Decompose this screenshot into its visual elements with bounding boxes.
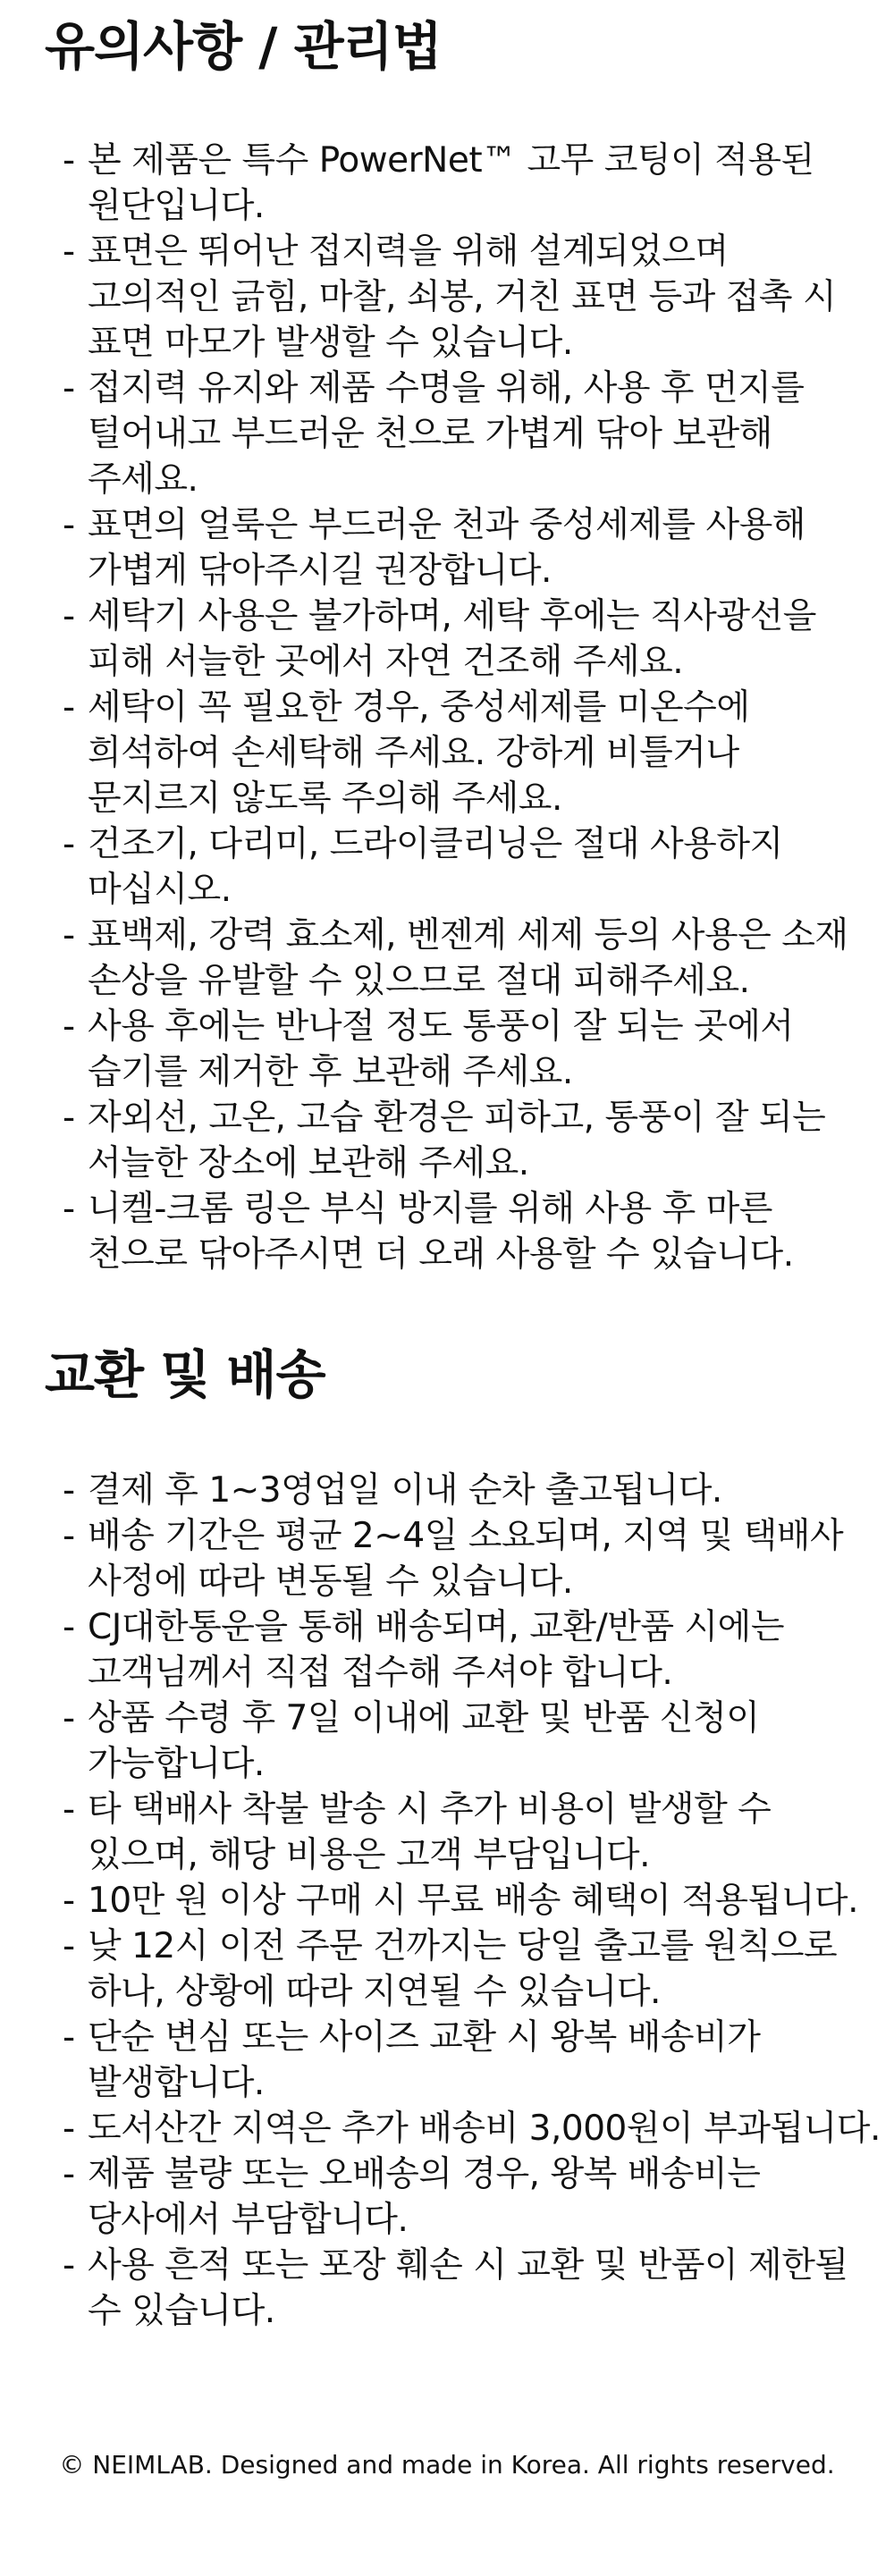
list-item	[45, 1095, 876, 1186]
list-item-text: 사용 후에는 반나절 정도 통풍이 잘 되는 곳에서	[88, 1006, 794, 1047]
list-item-text: 표백제, 강력 효소제, 벤젠계 세제 등의 사용은 소재	[88, 915, 848, 955]
copyright-footer: © NEIMLAB. Designed and made in Korea. All rights reserved.	[59, 2450, 835, 2479]
bullet-dash: -	[63, 1698, 75, 1738]
bullet-dash: -	[63, 1516, 75, 1556]
list-item	[45, 1513, 876, 1604]
bullet-dash: -	[63, 1189, 75, 1229]
list-item-text: 제품 불량 또는 오배송의 경우, 왕복 배송비는	[88, 2154, 761, 2194]
list-item	[45, 1878, 876, 1924]
list-item	[45, 2243, 876, 2334]
list-item-text: 당사에서 부담합니다.	[88, 2200, 409, 2240]
bullet-dash: -	[63, 824, 75, 864]
list-item-text: 손상을 유발할 수 있으므로 절대 피해주세요.	[88, 961, 750, 1001]
list-item-text: 희석하여 손세탁해 주세요. 강하게 비틀거나	[88, 733, 739, 773]
list-item	[45, 502, 876, 593]
list-item	[45, 593, 876, 685]
list-item-text: 원단입니다.	[88, 186, 265, 226]
list-item	[45, 2106, 881, 2151]
bullet-dash: -	[63, 2245, 75, 2286]
list-item-text: 자외선, 고온, 고습 환경은 피하고, 통풍이 잘 되는	[88, 1098, 826, 1138]
list-item	[45, 138, 876, 229]
list-item-text: 있으며, 해당 비용은 고객 부담입니다.	[88, 1835, 650, 1875]
list-item-text: 천으로 닦아주시면 더 오래 사용할 수 있습니다.	[88, 1234, 794, 1275]
care-list	[45, 138, 876, 1277]
list-item	[45, 1787, 876, 1878]
bullet-dash: -	[63, 232, 75, 272]
bullet-dash: -	[63, 1789, 75, 1830]
list-item-text: 접지력 유지와 제품 수명을 위해, 사용 후 먼지를	[88, 368, 805, 408]
list-item	[45, 1004, 876, 1095]
list-item	[45, 685, 876, 821]
bullet-dash: -	[63, 2017, 75, 2058]
bullet-dash: -	[63, 140, 75, 181]
list-item-text: 낮 12시 이전 주문 건까지는 당일 출고를 원칙으로	[88, 1926, 838, 1966]
list-item-text: 본 제품은 특수 PowerNet™ 고무 코팅이 적용된	[88, 140, 814, 181]
list-item-text: CJ대한통운을 통해 배송되며, 교환/반품 시에는	[88, 1607, 784, 1647]
list-item-text: 수 있습니다.	[88, 2291, 275, 2331]
list-item-text: 하나, 상황에 따라 지연될 수 있습니다.	[88, 1972, 661, 2012]
list-item-text: 타 택배사 착불 발송 시 추가 비용이 발생할 수	[88, 1789, 772, 1830]
list-item-text: 가능합니다.	[88, 1744, 265, 1784]
list-item-text: 털어내고 부드러운 천으로 가볍게 닦아 보관해	[88, 414, 772, 454]
list-item-text: 세탁기 사용은 불가하며, 세탁 후에는 직사광선을	[88, 596, 816, 636]
shipping-list	[45, 1468, 881, 2334]
list-item-text: 마십시오.	[88, 870, 232, 910]
bullet-dash: -	[63, 1006, 75, 1047]
list-item-text: 단순 변심 또는 사이즈 교환 시 왕복 배송비가	[88, 2017, 761, 2058]
list-item-text: 발생합니다.	[88, 2063, 265, 2103]
list-item-text: 니켈-크롬 링은 부식 방지를 위해 사용 후 마른	[88, 1189, 772, 1229]
list-item-text: 상품 수령 후 7일 이내에 교환 및 반품 신청이	[88, 1698, 760, 1738]
list-item	[45, 366, 876, 502]
list-item-text: 사용 흔적 또는 포장 훼손 시 교환 및 반품이 제한될	[88, 2245, 848, 2286]
care-section	[45, 11, 876, 1277]
list-item-text: 세탁이 꼭 필요한 경우, 중성세제를 미온수에	[88, 687, 750, 728]
bullet-dash: -	[63, 1607, 75, 1647]
list-item-text: 고의적인 긁힘, 마찰, 쇠봉, 거친 표면 등과 접촉 시	[88, 277, 837, 317]
list-item-text: 배송 기간은 평균 2~4일 소요되며, 지역 및 택배사	[88, 1516, 844, 1556]
bullet-dash: -	[63, 1881, 75, 1921]
list-item-text: 주세요.	[88, 459, 198, 500]
list-item-text: 10만 원 이상 구매 시 무료 배송 혜택이 적용됩니다.	[88, 1881, 859, 1921]
shipping-section-title: 교환 및 배송	[45, 1344, 325, 1405]
list-item-text: 건조기, 다리미, 드라이클리닝은 절대 사용하지	[88, 824, 783, 864]
bullet-dash: -	[63, 2109, 75, 2149]
bullet-dash: -	[63, 915, 75, 955]
bullet-dash: -	[63, 596, 75, 636]
list-item-text: 고객님께서 직접 접수해 주셔야 합니다.	[88, 1653, 673, 1693]
list-item-text: 표면은 뛰어난 접지력을 위해 설계되었으며	[88, 232, 729, 272]
list-item-text: 결제 후 1~3영업일 이내 순차 출고됩니다.	[88, 1470, 722, 1511]
list-item	[45, 1696, 876, 1787]
list-item	[45, 821, 876, 913]
list-item	[45, 1186, 876, 1277]
shipping-section	[45, 1339, 881, 2334]
bullet-dash: -	[63, 1470, 75, 1511]
list-item-text: 도서산간 지역은 추가 배송비 3,000원이 부과됩니다.	[88, 2109, 881, 2149]
list-item-text: 사정에 따라 변동될 수 있습니다.	[88, 1562, 573, 1602]
bullet-dash: -	[63, 687, 75, 728]
list-item	[45, 2015, 876, 2106]
list-item-text: 서늘한 장소에 보관해 주세요.	[88, 1143, 529, 1183]
list-item-text: 피해 서늘한 곳에서 자연 건조해 주세요.	[88, 642, 684, 682]
list-item	[45, 1468, 876, 1513]
list-item-text: 문지르지 않도록 주의해 주세요.	[88, 779, 562, 819]
bullet-dash: -	[63, 1098, 75, 1138]
bullet-dash: -	[63, 368, 75, 408]
list-item	[45, 1604, 876, 1696]
list-item-text: 습기를 제거한 후 보관해 주세요.	[88, 1052, 573, 1092]
list-item-text: 가볍게 닦아주시길 권장합니다.	[88, 551, 552, 591]
list-item-text: 표면의 얼룩은 부드러운 천과 중성세제를 사용해	[88, 505, 805, 545]
list-item	[45, 913, 876, 1004]
bullet-dash: -	[63, 505, 75, 545]
bullet-dash: -	[63, 1926, 75, 1966]
bullet-dash: -	[63, 2154, 75, 2194]
list-item	[45, 229, 876, 366]
list-item	[45, 1924, 876, 2015]
list-item	[45, 2151, 876, 2243]
care-section-title: 유의사항 / 관리법	[45, 16, 442, 77]
list-item-text: 표면 마모가 발생할 수 있습니다.	[88, 323, 573, 363]
